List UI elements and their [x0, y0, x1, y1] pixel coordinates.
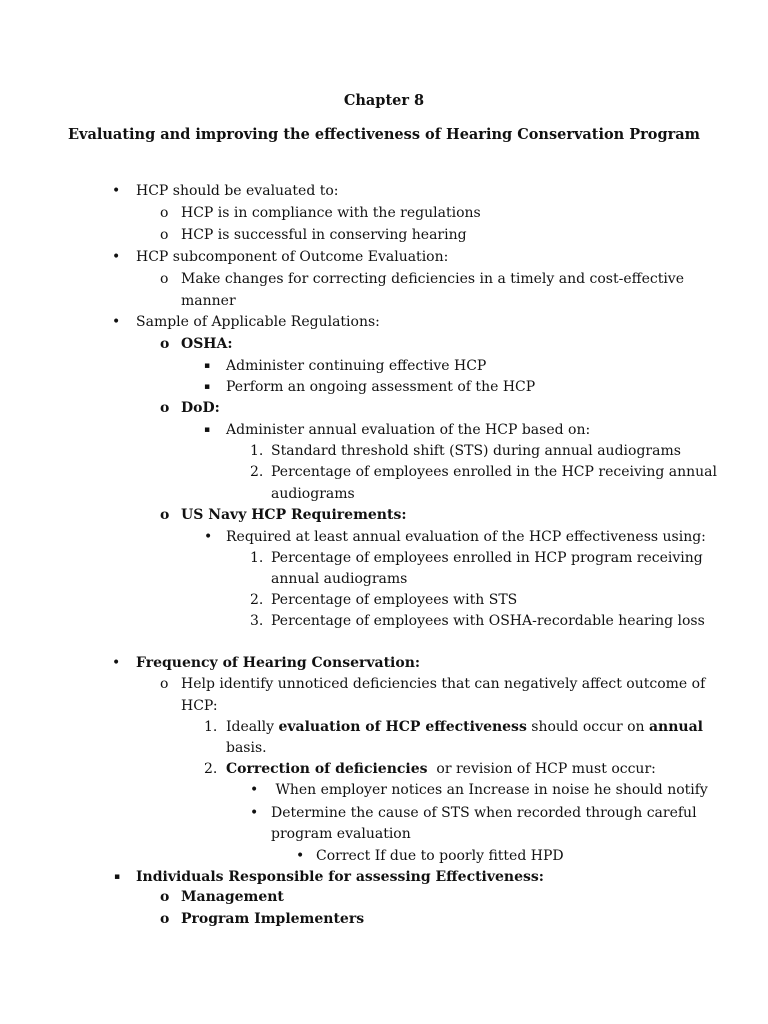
list-item-continuation: audiograms	[271, 486, 355, 502]
bullet-marker: ▪	[204, 382, 211, 392]
list-item-continuation: annual audiograms	[271, 571, 408, 587]
bullet-marker: o	[160, 911, 170, 927]
list-item: Individuals Responsible for assessing Effectiveness:	[136, 869, 544, 885]
bullet-marker: •	[250, 805, 259, 821]
bullet-marker: •	[112, 314, 121, 330]
bullet-marker: •	[204, 529, 213, 545]
list-item: Help identify unnoticed deficiencies that can negatively affect outcome of	[181, 676, 706, 692]
list-item: Determine the cause of STS when recorded through careful	[271, 805, 697, 821]
text-run-bold: evaluation of HCP effectiveness	[278, 719, 527, 735]
bullet-marker: o	[160, 676, 169, 692]
list-item: Make changes for correcting deficiencies in a timely and cost-effective	[181, 271, 684, 287]
list-item-continuation: basis.	[226, 740, 267, 756]
number-marker: 1.	[250, 550, 264, 566]
bullet-marker: o	[160, 400, 170, 416]
number-marker: 2.	[250, 592, 264, 608]
list-item: OSHA:	[181, 336, 233, 352]
list-item: US Navy HCP Requirements:	[181, 507, 407, 523]
list-item: Percentage of employees with OSHA-recordable hearing loss	[271, 613, 705, 629]
bullet-marker: o	[160, 889, 170, 905]
list-item: Percentage of employees enrolled in the HCP receiving annual	[271, 464, 717, 480]
list-item: Frequency of Hearing Conservation:	[136, 655, 421, 671]
list-item: Correct If due to poorly fitted HPD	[316, 848, 564, 864]
list-item: Administer continuing effective HCP	[226, 358, 487, 374]
bullet-marker: o	[160, 205, 169, 221]
bullet-marker: ▪	[204, 425, 211, 435]
list-item: Percentage of employees with STS	[271, 592, 518, 608]
list-item: HCP subcomponent of Outcome Evaluation:	[136, 249, 449, 265]
bullet-marker: •	[112, 249, 121, 265]
number-marker: 1.	[204, 719, 218, 735]
chapter-heading: Chapter 8	[343, 92, 425, 109]
bullet-marker: o	[160, 227, 169, 243]
list-item: Standard threshold shift (STS) during annual audiograms	[271, 443, 681, 459]
bullet-marker: •	[250, 782, 259, 798]
text-run: Ideally	[226, 719, 279, 735]
list-item-continuation: manner	[181, 293, 236, 309]
list-item	[226, 717, 703, 737]
list-item: HCP is successful in conserving hearing	[181, 227, 467, 243]
bullet-marker: o	[160, 336, 170, 352]
bullet-marker: •	[112, 183, 121, 199]
number-marker: 2.	[250, 464, 264, 480]
bullet-marker: ▪	[204, 361, 211, 371]
list-item-continuation: program evaluation	[271, 826, 411, 842]
document-title: Evaluating and improving the effectiveness of Hearing Conservation Program	[68, 126, 700, 143]
bullet-marker: ▪	[114, 872, 121, 882]
number-marker: 1.	[250, 443, 264, 459]
list-item: Administer annual evaluation of the HCP based on:	[226, 422, 591, 438]
bullet-marker: o	[160, 507, 170, 523]
text-run: or revision of HCP must occur:	[427, 761, 656, 777]
list-item: Management	[181, 889, 284, 905]
list-item: HCP should be evaluated to:	[136, 183, 339, 199]
list-item: Program Implementers	[181, 911, 365, 927]
bullet-marker: •	[112, 655, 121, 671]
list-item: HCP is in compliance with the regulations	[181, 205, 481, 221]
bullet-marker: •	[296, 848, 305, 864]
list-item: Required at least annual evaluation of the HCP effectiveness using:	[226, 529, 706, 545]
number-marker: 2.	[204, 761, 218, 777]
text-run-bold: Correction of deficiencies	[226, 761, 428, 777]
list-item-continuation: HCP:	[181, 698, 218, 714]
text-run-bold: annual	[648, 719, 703, 735]
number-marker: 3.	[250, 613, 264, 629]
list-item: Perform an ongoing assessment of the HCP	[226, 379, 536, 395]
list-item: Percentage of employees enrolled in HCP program receiving	[271, 550, 703, 566]
bullet-marker: o	[160, 271, 169, 287]
list-item: DoD:	[181, 400, 220, 416]
list-item: When employer notices an Increase in noise he should notify	[271, 782, 708, 798]
list-item	[226, 759, 656, 779]
text-run: should occur on	[526, 719, 649, 735]
list-item: Sample of Applicable Regulations:	[136, 314, 380, 330]
